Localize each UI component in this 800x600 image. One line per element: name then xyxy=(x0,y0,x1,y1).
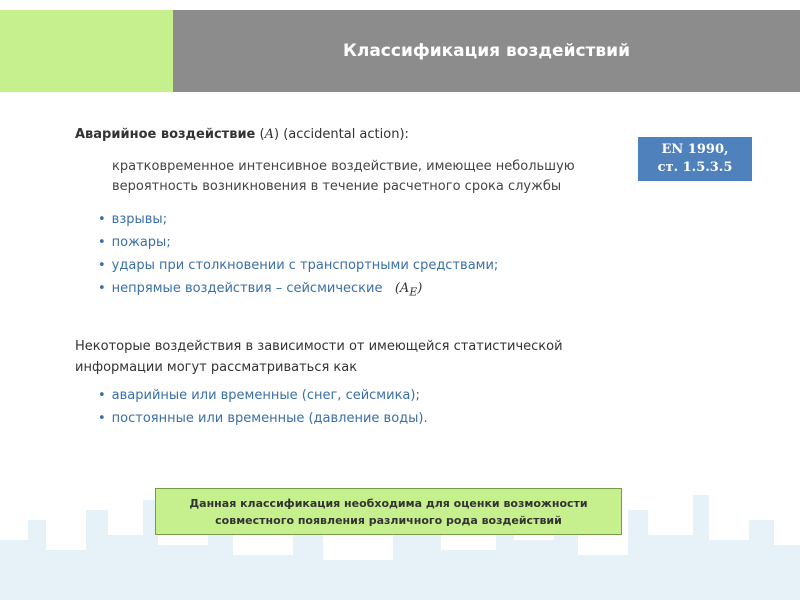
statistical-paragraph: Некоторые воздействия в зависимости от имеющейся статистической информации могут рассматриваться как xyxy=(75,339,563,375)
ref-line-2: ст. 1.5.3.5 xyxy=(657,160,733,175)
accidental-term: Аварийное воздействие xyxy=(75,127,256,142)
seismic-symbol-sub: E xyxy=(409,285,418,299)
list-item: • удары при столкновении с транспортными средствами; xyxy=(98,254,498,277)
list-item: • пожары; xyxy=(98,231,498,254)
list-item: • взрывы; xyxy=(98,208,498,231)
seismic-symbol-base: (A xyxy=(394,281,410,296)
header-bar xyxy=(173,10,800,92)
symbol-close: ) xyxy=(273,127,280,142)
seismic-symbol-close: ) xyxy=(417,281,423,296)
accidental-definition: кратковременное интенсивное воздействие, имеющее небольшую вероятность возникновения в течение расчетного срока службы xyxy=(112,159,575,194)
accidental-list xyxy=(98,208,498,304)
accidental-symbol: A xyxy=(264,127,274,142)
standard-reference-badge xyxy=(638,137,752,181)
seismic-item-text: непрямые воздействия – сейсмические xyxy=(111,281,383,296)
symbol-open: ( xyxy=(255,127,265,142)
statistical-list xyxy=(98,384,428,430)
seismic-symbol xyxy=(394,281,423,299)
list-item: • постоянные или временные (давление воды). xyxy=(98,407,428,430)
note-text: Данная классификация необходима для оценки возможности совместного появления различного рода воздействий xyxy=(189,496,588,527)
page-title: Классификация воздействий xyxy=(342,41,631,61)
header-accent xyxy=(0,10,173,92)
ref-line-1: EN 1990, xyxy=(661,142,729,157)
accidental-action-heading xyxy=(75,127,409,142)
accidental-english: (accidental action): xyxy=(279,127,409,142)
list-item xyxy=(98,277,498,304)
classification-note xyxy=(155,488,622,535)
list-item: • аварийные или временные (снег, сейсмика); xyxy=(98,384,428,407)
